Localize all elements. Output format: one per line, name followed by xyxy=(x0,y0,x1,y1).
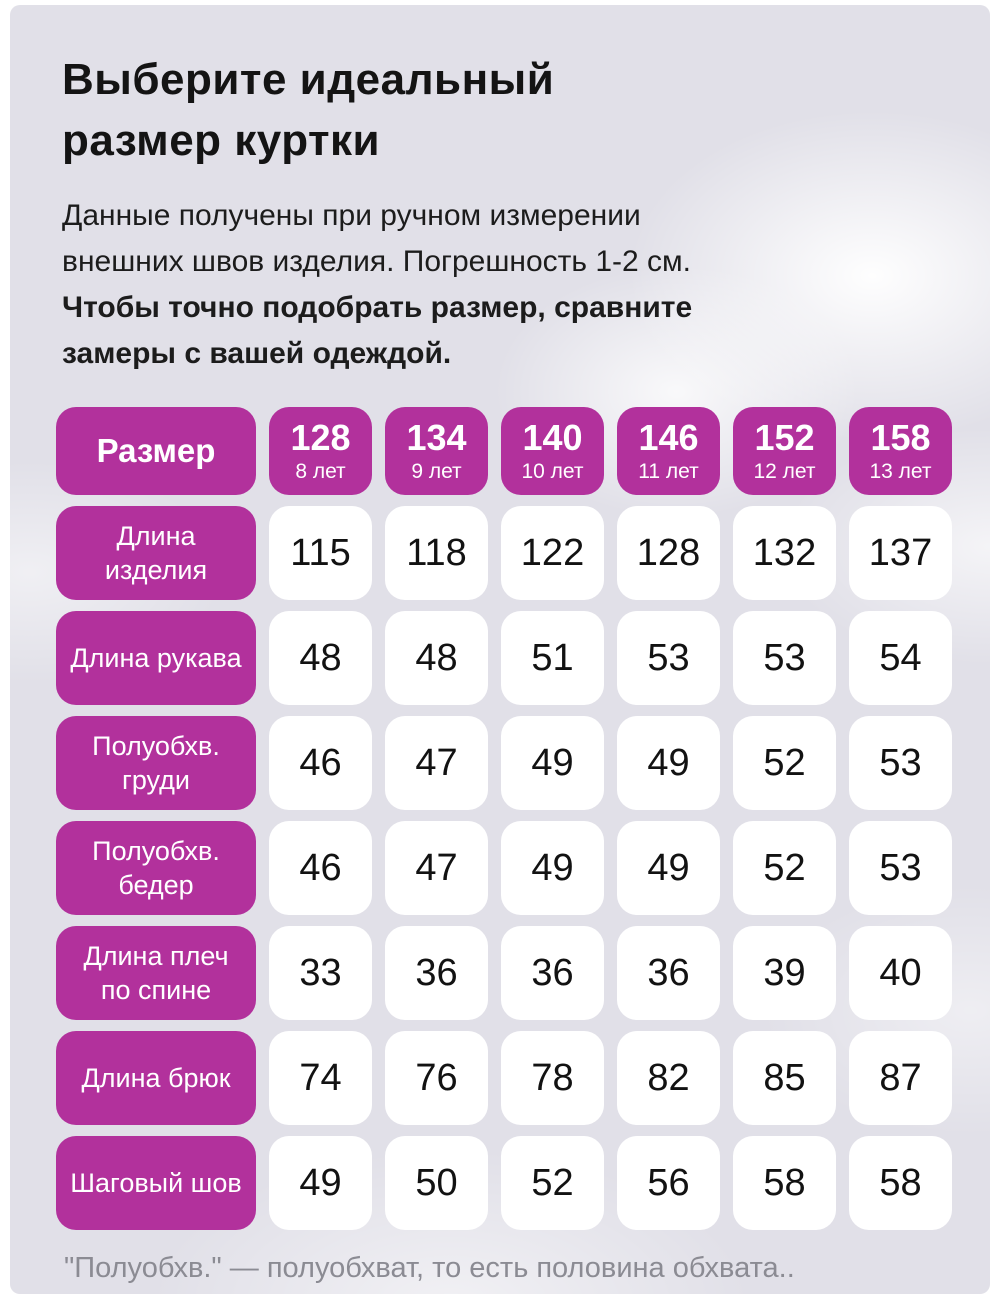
value-cell-r0-c1: 118 xyxy=(385,506,488,600)
value-cell-r3-c2: 49 xyxy=(501,821,604,915)
row-label-4: Длина плеч по спине xyxy=(56,926,256,1020)
size-header-cell-152 xyxy=(733,407,836,495)
value-cell-r4-c1: 36 xyxy=(385,926,488,1020)
size-header-cell-146 xyxy=(617,407,720,495)
page-title-line1: Выберите идеальный xyxy=(62,55,555,104)
size-number: 158 xyxy=(870,417,931,459)
size-number: 152 xyxy=(754,417,815,459)
value-cell-r6-c3: 56 xyxy=(617,1136,720,1230)
value-cell-r2-c0: 46 xyxy=(269,716,372,810)
value-cell-r4-c0: 33 xyxy=(269,926,372,1020)
description-bold-line2: замеры с вашей одеждой. xyxy=(62,337,452,370)
value-cell-r2-c4: 52 xyxy=(733,716,836,810)
value-cell-r6-c5: 58 xyxy=(849,1136,952,1230)
value-cell-r0-c0: 115 xyxy=(269,506,372,600)
value-cell-r0-c5: 137 xyxy=(849,506,952,600)
value-cell-r3-c3: 49 xyxy=(617,821,720,915)
row-label-6: Шаговый шов xyxy=(56,1136,256,1230)
size-table xyxy=(56,407,952,1230)
size-number: 146 xyxy=(638,417,699,459)
size-header-cell-158 xyxy=(849,407,952,495)
row-label-1: Длина рукава xyxy=(56,611,256,705)
value-cell-r4-c4: 39 xyxy=(733,926,836,1020)
value-cell-r5-c4: 85 xyxy=(733,1031,836,1125)
row-label-3: Полуобхв. бедер xyxy=(56,821,256,915)
size-number: 134 xyxy=(406,417,467,459)
value-cell-r4-c3: 36 xyxy=(617,926,720,1020)
row-label-2: Полуобхв. груди xyxy=(56,716,256,810)
value-cell-r2-c5: 53 xyxy=(849,716,952,810)
size-age: 8 лет xyxy=(295,459,346,483)
value-cell-r5-c2: 78 xyxy=(501,1031,604,1125)
value-cell-r6-c0: 49 xyxy=(269,1136,372,1230)
description-line1: Данные получены при ручном измерении xyxy=(62,199,641,232)
size-number: 128 xyxy=(290,417,351,459)
size-age: 13 лет xyxy=(869,459,932,483)
description-text xyxy=(62,193,990,377)
value-cell-r0-c4: 132 xyxy=(733,506,836,600)
page-title-line2: размер куртки xyxy=(62,116,381,165)
value-cell-r3-c4: 52 xyxy=(733,821,836,915)
row-label-5: Длина брюк xyxy=(56,1031,256,1125)
value-cell-r2-c2: 49 xyxy=(501,716,604,810)
value-cell-r1-c5: 54 xyxy=(849,611,952,705)
size-age: 11 лет xyxy=(638,459,699,483)
description-bold-line1: Чтобы точно подобрать размер, сравните xyxy=(62,291,693,324)
size-header-cell-140 xyxy=(501,407,604,495)
description-line2: внешних швов изделия. Погрешность 1-2 см. xyxy=(62,245,692,278)
value-cell-r5-c3: 82 xyxy=(617,1031,720,1125)
size-age: 9 лет xyxy=(411,459,462,483)
value-cell-r1-c4: 53 xyxy=(733,611,836,705)
value-cell-r1-c1: 48 xyxy=(385,611,488,705)
size-age: 12 лет xyxy=(753,459,816,483)
value-cell-r1-c3: 53 xyxy=(617,611,720,705)
value-cell-r4-c5: 40 xyxy=(849,926,952,1020)
row-label-0: Длина изделия xyxy=(56,506,256,600)
sky-background xyxy=(10,5,990,1294)
value-cell-r0-c2: 122 xyxy=(501,506,604,600)
value-cell-r3-c0: 46 xyxy=(269,821,372,915)
value-cell-r4-c2: 36 xyxy=(501,926,604,1020)
value-cell-r5-c0: 74 xyxy=(269,1031,372,1125)
size-header-cell-128 xyxy=(269,407,372,495)
value-cell-r6-c4: 58 xyxy=(733,1136,836,1230)
value-cell-r2-c1: 47 xyxy=(385,716,488,810)
value-cell-r6-c2: 52 xyxy=(501,1136,604,1230)
size-age: 10 лет xyxy=(521,459,584,483)
page-title xyxy=(62,49,990,171)
value-cell-r0-c3: 128 xyxy=(617,506,720,600)
footnote: "Полуобхв." — полуобхват, то есть половина обхвата.. xyxy=(64,1252,795,1284)
value-cell-r5-c1: 76 xyxy=(385,1031,488,1125)
value-cell-r6-c1: 50 xyxy=(385,1136,488,1230)
size-number: 140 xyxy=(522,417,583,459)
value-cell-r2-c3: 49 xyxy=(617,716,720,810)
value-cell-r1-c2: 51 xyxy=(501,611,604,705)
size-header-cell-134 xyxy=(385,407,488,495)
value-cell-r5-c5: 87 xyxy=(849,1031,952,1125)
value-cell-r3-c5: 53 xyxy=(849,821,952,915)
table-corner-size-label: Размер xyxy=(56,407,256,495)
value-cell-r3-c1: 47 xyxy=(385,821,488,915)
value-cell-r1-c0: 48 xyxy=(269,611,372,705)
